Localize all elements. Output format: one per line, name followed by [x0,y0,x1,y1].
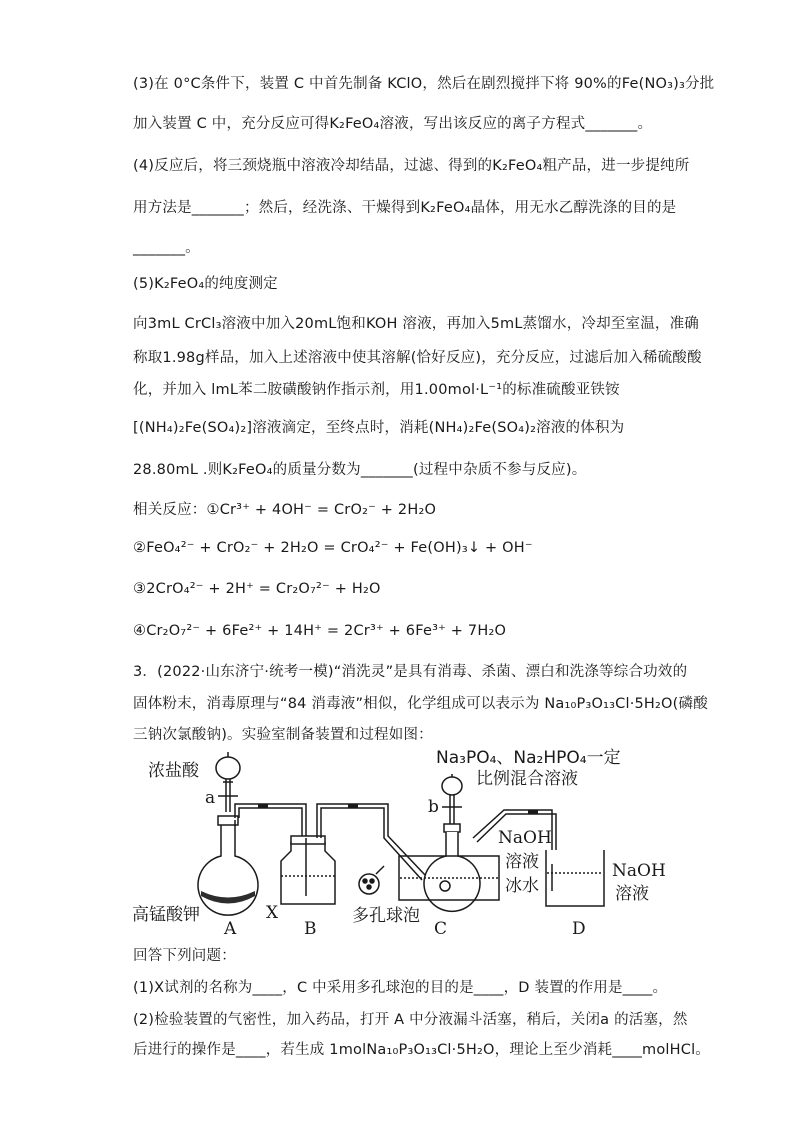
q3-part5-line2: 称取1.98g样品，加入上述溶液中使其溶解(恰好反应)，充分反应，过滤后加入稀硫酸酸 [133,350,702,366]
label-reagent-x: X [266,903,279,923]
label-naoh-d-line2: 溶液 [615,884,649,904]
letter-c: C [434,919,448,939]
label-valve-b: b [428,797,439,817]
separatory-funnel-a [216,757,240,779]
label-reagent-c-line1: Na₃PO₄、Na₂HPO₄一定 [436,748,621,768]
question-2-line1: (2)检验装置的气密性，加入药品，打开 A 中分液漏斗活塞，稍后，关闭a 的活塞，然 [133,1012,688,1028]
reaction-4: ④Cr₂O₇²⁻ + 6Fe²⁺ + 14H⁺ = 2Cr³⁺ + 6Fe³⁺ + 7H₂O [133,623,507,639]
reaction-2: ②FeO₄²⁻ + CrO₂⁻ + 2H₂O = CrO₄²⁻ + Fe(OH)₃↓ + OH⁻ [133,540,533,556]
label-kmno4: 高锰酸钾 [132,905,200,925]
questions-intro: 回答下列问题： [133,948,236,964]
q3-part4-line1: (4)反应后，将三颈烧瓶中溶液冷却结晶，过滤、得到的K₂FeO₄粗产品，进一步提纯所 [133,158,690,174]
wash-bottle-b [281,842,335,904]
label-naoh-d-line1: NaOH [612,861,666,881]
lab-apparatus-diagram [128,746,673,942]
label-bubbler: 多孔球泡 [352,906,420,926]
question-1: (1)X试剂的名称为____，C 中采用多孔球泡的目的是____，D 装置的作用是____。 [133,980,668,996]
q3-part5-line5: 28.80mL .则K₂FeO₄的质量分数为_______(过程中杂质不参与反应)。 [133,462,587,478]
label-reagent-c-line2: 比例混合溶液 [476,769,578,789]
question-2-line2: 后进行的操作是____，若生成 1molNa₁₀P₃O₁₃Cl·5H₂O，理论上至少消耗____molHCl。 [133,1042,711,1058]
q3-part5-line4: [(NH₄)₂Fe(SO₄)₂]溶液滴定，至终点时，消耗(NH₄)₂Fe(SO₄)₂溶液的体积为 [133,420,625,436]
letter-a: A [224,919,237,939]
beaker-d [546,850,604,906]
label-ice-water: 冰水 [505,876,539,896]
label-conc-hcl: 浓盐酸 [148,761,199,781]
label-valve-a: a [205,788,216,808]
q3-part3-line2: 加入装置 C 中，充分反应可得K₂FeO₄溶液，写出该反应的离子方程式_______。 [133,116,653,132]
label-naoh-c-line2: 溶液 [505,852,539,872]
q3-part3-line1: (3)在 0°C条件下，装置 C 中首先制备 KClO，然后在剧烈搅拌下将 90%的Fe(NO₃)₃分批 [133,76,715,92]
separatory-funnel-c [442,777,462,795]
letter-b: B [304,919,317,939]
reaction-3: ③2CrO₄²⁻ + 2H⁺ = Cr₂O₇²⁻ + H₂O [133,581,381,597]
q4-line3: 三钠次氯酸钠)。实验室制备装置和过程如图： [133,727,433,743]
q3-part5-line3: 化，并加入 lmL苯二胺磺酸钠作指示剂，用1.00mol·L⁻¹的标准硫酸亚铁铵 [133,382,620,398]
q3-part5-line1: 向3mL CrCl₃溶液中加入20mL饱和KOH 溶液，再加入5mL蒸馏水，冷却至室温，准确 [133,316,700,332]
q4-line2: 固体粉末，消毒原理与“84 消毒液”相似，化学组成可以表示为 Na₁₀P₃O₁₃Cl·5H₂O(磷酸 [133,696,708,712]
q4-line1: 3．(2022·山东济宁·统考一模)“消洗灵”是具有消毒、杀菌、漂白和洗涤等综合功效的 [133,664,688,680]
reaction-1: 相关反应：①Cr³⁺ + 4OH⁻ = CrO₂⁻ + 2H₂O [133,502,437,518]
porous-bubbler-icon [359,874,379,894]
q3-part4-line2: 用方法是_______；然后，经洗涤、干燥得到K₂FeO₄晶体，用无水乙醇洗涤的目的是 [133,200,677,216]
label-naoh-c-line1: NaOH [498,828,552,848]
letter-d: D [572,919,586,939]
q3-part5-title: (5)K₂FeO₄的纯度测定 [133,276,278,292]
q3-part4-line3: _______。 [133,240,200,256]
